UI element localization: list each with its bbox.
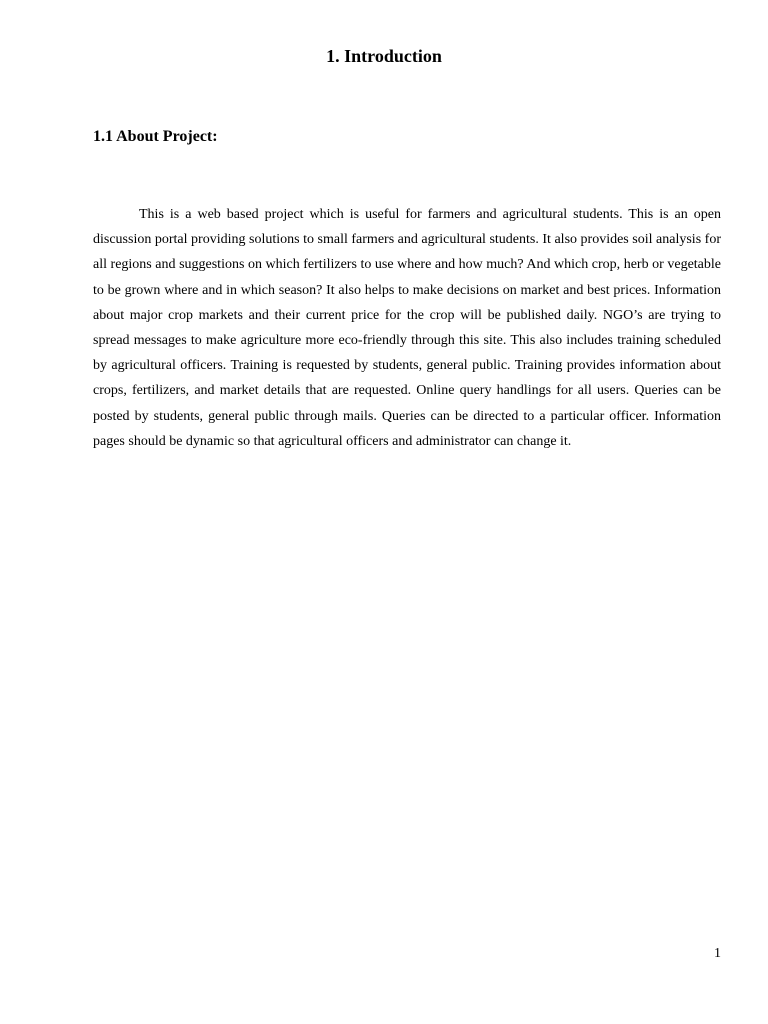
section-heading: 1.1 About Project: <box>93 128 218 145</box>
body-paragraph: This is a web based project which is useful for farmers and agricultural students. This is an open discussion portal providing solutions to small farmers and agricultural students. It also provides soil analysis for all regions and suggestions on which fertilizers to use where and how much? And which crop, herb or vegetable to be grown where and in which season? It also helps to make decisions on market and best prices. Information about major crop markets and their current price for the crop will be published daily. NGO’s are trying to spread messages to make agriculture more eco-friendly through this site. This also includes training scheduled by agricultural officers. Training is requested by students, general public. Training provides information about crops, fertilizers, and market details that are requested. Online query handlings for all users. Queries can be posted by students, general public through mails. Queries can be directed to a particular officer. Information pages should be dynamic so that agricultural officers and administrator can change it. <box>93 207 721 449</box>
chapter-title: 1. Introduction <box>326 46 442 66</box>
page-number: 1 <box>714 946 721 961</box>
